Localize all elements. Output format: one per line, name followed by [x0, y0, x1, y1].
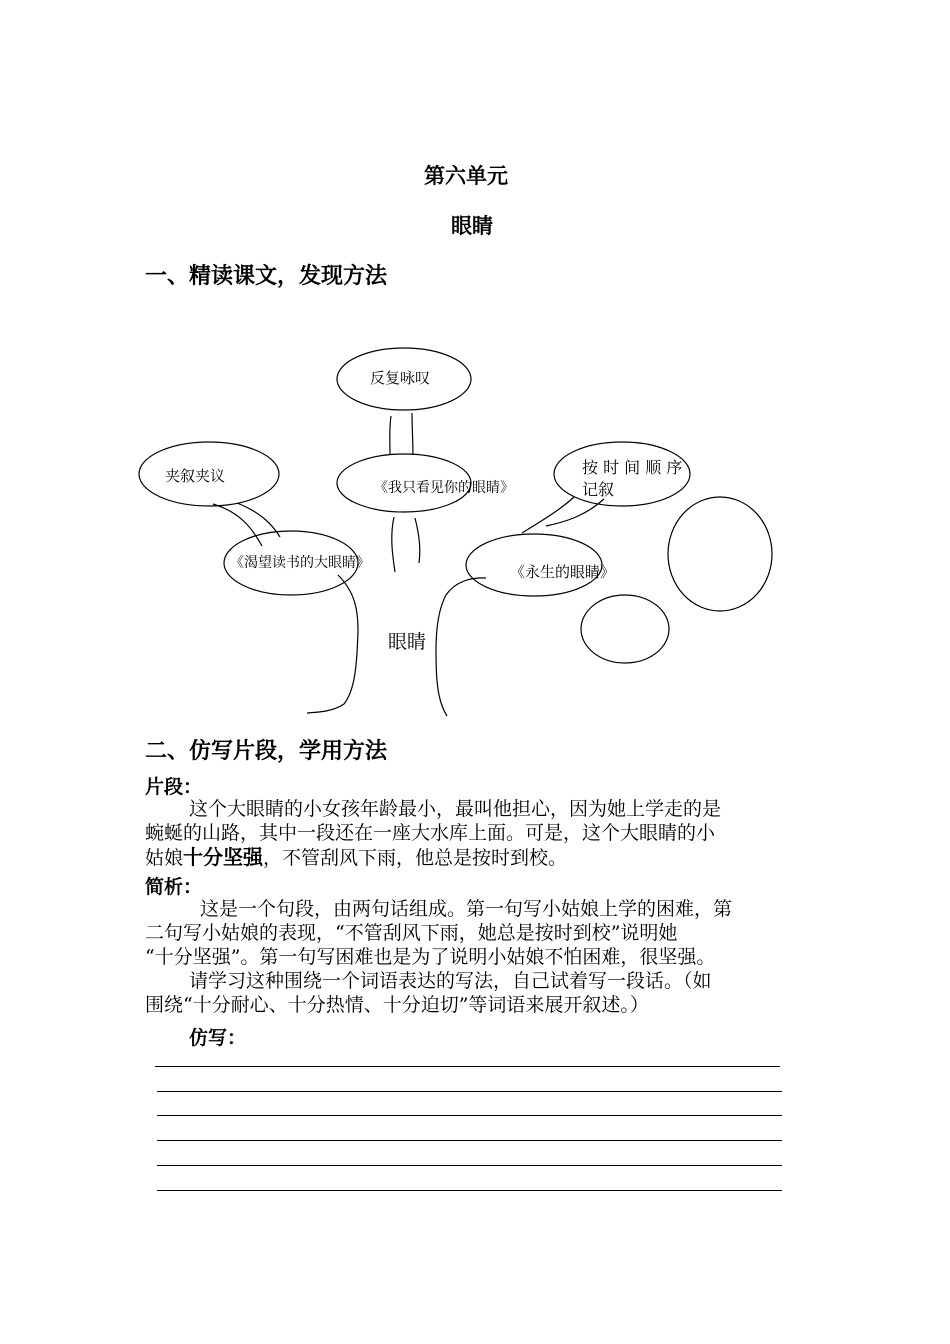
analysis-paragraph: [145, 897, 835, 1017]
ellipse-empty-large: [668, 497, 772, 611]
node-repeat: 反复咏叹: [370, 369, 431, 387]
writing-line[interactable]: [157, 1165, 782, 1166]
analysis-line: 这是一个句段，由两句话组成。第一句写小姑娘上学的困难，第: [200, 898, 733, 920]
unit-title: 第六单元: [424, 164, 508, 188]
writing-line[interactable]: [157, 1115, 782, 1116]
trunk-right: [436, 578, 486, 716]
trunk-left: [307, 575, 358, 713]
node-narrative: 夹叙夹议: [165, 467, 226, 485]
branch-center-2: [415, 518, 420, 563]
node-center-text: 《我只看见你的眼睛》: [374, 480, 514, 496]
analysis-line: 请学习这种围绕一个词语表达的写法，自己试着写一段话。（如: [189, 970, 712, 992]
section1-heading: 一、精读课文，发现方法: [145, 264, 388, 289]
branch-repeat-right: [412, 413, 413, 455]
section2-heading: 二、仿写片段，学用方法: [145, 739, 388, 764]
writing-line[interactable]: [157, 1190, 782, 1191]
imitate-label: 仿写：: [189, 1027, 247, 1049]
fragment-paragraph: [145, 797, 825, 870]
node-order-line1: 按 时 间 顺 序: [582, 458, 683, 477]
fragment-line: 这个大眼睛的小女孩年龄最小，最叫他担心，因为她上学走的是: [189, 798, 722, 820]
branch-narrative-1: [213, 504, 262, 546]
fragment-emphasis: 十分坚强: [183, 845, 264, 869]
analysis-line: 二句写小姑娘的表现，“不管刮风下雨，她总是按时到校”说明她: [145, 922, 678, 944]
fragment-line-last: [145, 845, 825, 870]
analysis-line: “十分坚强”。第一句写困难也是为了说明小姑娘不怕困难，很坚强。: [145, 946, 716, 968]
writing-line[interactable]: [155, 1066, 780, 1067]
fragment-tail: ，不管刮风下雨，他总是按时到校。: [263, 847, 568, 869]
branch-repeat-left: [390, 416, 391, 455]
writing-line[interactable]: [157, 1140, 782, 1141]
node-order-line2: 记叙: [582, 480, 615, 499]
writing-line[interactable]: [157, 1091, 782, 1092]
analysis-line: 围绕“十分耐心、十分热情、十分迫切”等词语来展开叙述。）: [145, 994, 649, 1016]
fragment-line: 蜿蜒的山路，其中一段还在一座大水库上面。可是，这个大眼睛的小: [145, 822, 716, 844]
branch-center-1: [392, 517, 395, 572]
fragment-label: 片段：: [145, 776, 203, 798]
node-trunk: 眼睛: [388, 631, 427, 653]
fragment-text: 姑娘: [145, 847, 184, 869]
node-left-text: 《渴望读书的大眼睛》: [230, 555, 370, 571]
branch-order-1: [522, 497, 574, 533]
analysis-label: 简析：: [145, 876, 203, 898]
lesson-title: 眼睛: [451, 214, 493, 238]
ellipse-empty-small: [581, 595, 669, 663]
node-right-text: 《永生的眼睛》: [510, 563, 616, 581]
